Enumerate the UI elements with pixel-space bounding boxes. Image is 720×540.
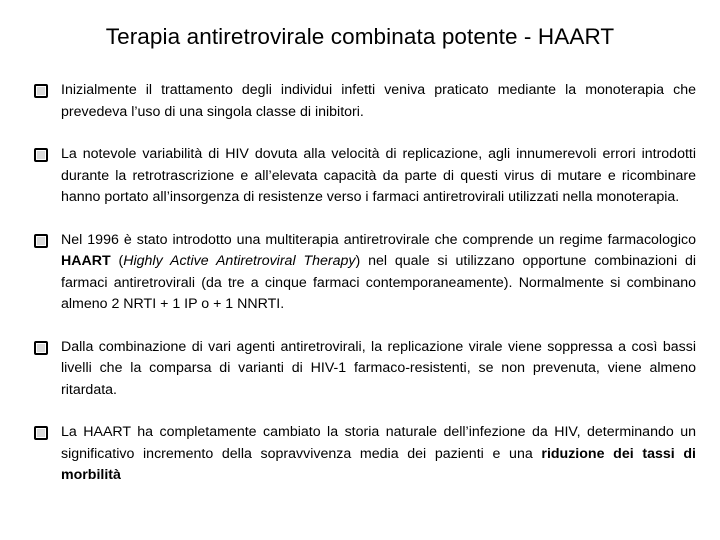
checkbox-bullet-icon: [34, 84, 48, 98]
list-item: [34, 80, 696, 123]
checkbox-bullet-icon: [34, 341, 48, 355]
morbidity-reduction: riduzione dei tassi di morbilità: [61, 445, 696, 483]
bullet-list: [34, 80, 696, 508]
bullet-text: Inizialmente il trattamento degli individui infetti veniva praticato mediante la monoterapia che prevedeva l’uso di una singola classe di inibitori.: [61, 82, 696, 120]
page-title: Terapia antiretrovirale combinata potente - HAART: [105, 24, 615, 49]
bullet-text-part: (: [110, 253, 124, 269]
checkbox-bullet-icon: [34, 234, 48, 248]
haart-expansion: Highly Active Antiretroviral Therapy: [123, 253, 356, 269]
list-item: [34, 230, 696, 316]
bullet-text-part: La HAART ha completamente cambiato la storia naturale dell’infezione da HIV, determinando un significativo incremento della sopravvivenza media dei pazienti e una: [61, 424, 696, 462]
bullet-text-part: ) nel quale si utilizzano opportune combinazioni di farmaci antiretrovirali (da tre a cinque farmaci contemporaneamente). Normalmente si combinano almeno 2 NRTI + 1 IP o + 1 NNRTI.: [61, 253, 696, 312]
checkbox-bullet-icon: [34, 148, 48, 162]
bullet-text-part: Nel 1996 è stato introdotto una multiterapia antiretrovirale che comprende un regime farmacologico: [61, 231, 696, 248]
list-item: [34, 144, 696, 209]
haart-term: HAART: [61, 253, 111, 269]
list-item: [34, 337, 696, 402]
list-item: [34, 422, 696, 487]
bullet-text: Dalla combinazione di vari agenti antiretrovirali, la replicazione virale viene soppressa a così bassi livelli che la comparsa di varianti di HIV-1 farmaco-resistenti, se non prevenuta, viene almeno ritardata.: [61, 338, 696, 398]
checkbox-bullet-icon: [34, 426, 48, 440]
bullet-text: La notevole variabilità di HIV dovuta alla velocità di replicazione, agli innumerevoli errori introdotti durante la retrotrascrizione e all’elevata capacità da parte di questi virus di mutare e ricombinare hanno portato all’insorgenza di resistenze verso i farmaci antiretrovirali utilizzati nella monoterapia.: [61, 146, 696, 205]
